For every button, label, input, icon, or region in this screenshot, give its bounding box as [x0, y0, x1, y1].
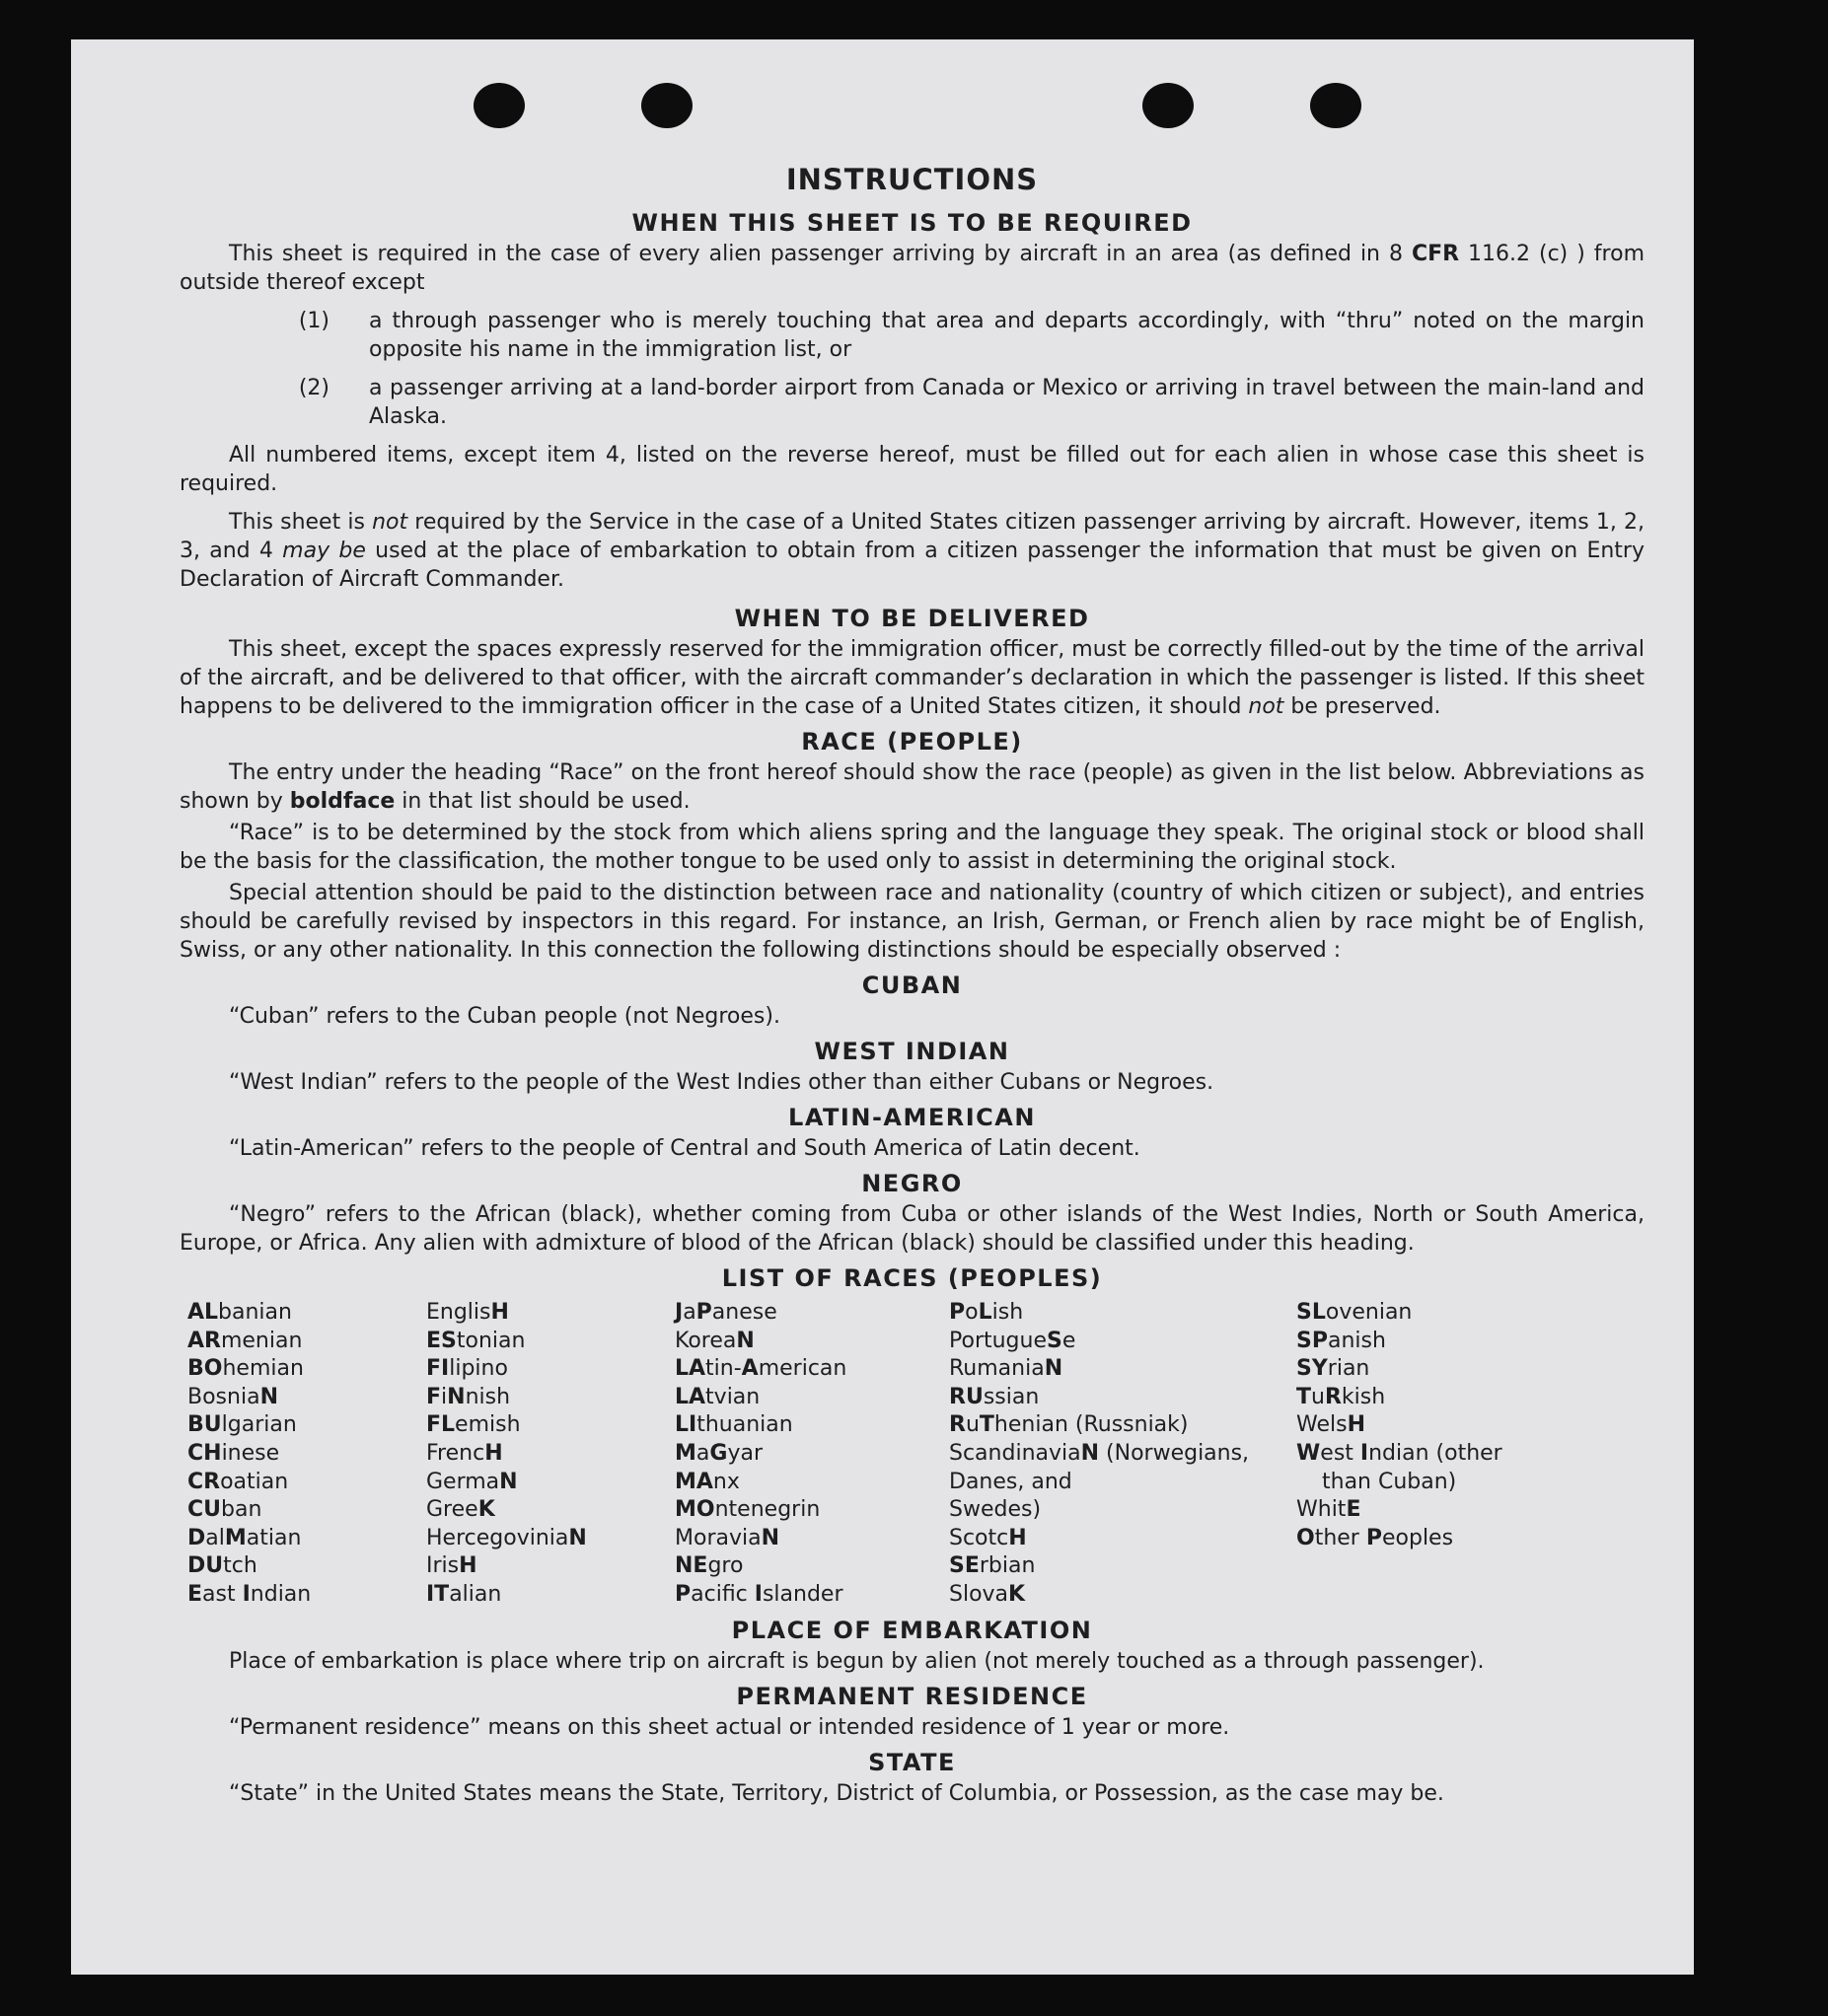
race-entry: East Indian: [187, 1581, 312, 1607]
latin-american-paragraph: “Latin-American” refers to the people of Central and South America of Latin decent.: [229, 1136, 1140, 1161]
residence-paragraph: “Permanent residence” means on this sheet actual or intended residence of 1 year or more.: [229, 1714, 1230, 1740]
race-entry: than Cuban): [1322, 1469, 1457, 1494]
section-heading-place-of-embarkation: PLACE OF EMBARKATION: [731, 1616, 1093, 1644]
race-entry: NEgro: [675, 1553, 744, 1579]
race-entry: SYrian: [1296, 1356, 1370, 1382]
section-heading-permanent-residence: PERMANENT RESIDENCE: [736, 1682, 1088, 1710]
embarkation-paragraph: Place of embarkation is place where trip on aircraft is begun by alien (not merely touched as a through passenger).: [229, 1648, 1485, 1674]
race-entry: Other Peoples: [1296, 1525, 1454, 1550]
race-entry: TuRkish: [1296, 1384, 1386, 1409]
race-entry: BosniaN: [187, 1384, 278, 1409]
race-column: [949, 1299, 1296, 1610]
race-entry: KoreaN: [675, 1328, 755, 1353]
cuban-paragraph: “Cuban” refers to the Cuban people (not Negroes).: [229, 1004, 780, 1029]
race-entry: ScotcH: [949, 1525, 1027, 1550]
citizen-paragraph: This sheet is not required by the Service in the case of a United States citizen passenger arriving by aircraft. However, items 1, 2, 3, and 4 may be used at the place of embarkation to obtain from a citizen passenger the information that must be given on Entry Declaration of Aircraft Commander.: [180, 510, 1645, 592]
race-entry: CUban: [187, 1497, 262, 1523]
document-page: [71, 39, 1694, 1975]
race-entry: FiNnish: [426, 1384, 511, 1409]
race-entry: RUssian: [949, 1384, 1040, 1409]
race-column: [675, 1299, 949, 1610]
race-paragraph: “Race” is to be determined by the stock from which aliens spring and the language they speak. The original stock or blood shall be the basis for the classification, the mother tongue to be used only to assist in determining the original stock.: [180, 821, 1645, 874]
race-entry: ARmenian: [187, 1328, 303, 1353]
race-entry: LAtin-American: [675, 1356, 847, 1382]
race-entry: LIthuanian: [675, 1412, 793, 1438]
race-entry: Swedes): [949, 1497, 1042, 1523]
race-column: [187, 1299, 426, 1610]
page-title: INSTRUCTIONS: [785, 163, 1039, 196]
race-entry: SLovenian: [1296, 1300, 1413, 1325]
race-list: [187, 1299, 1645, 1610]
race-entry: EStonian: [426, 1328, 526, 1353]
race-entry: SErbian: [949, 1553, 1036, 1579]
intro-paragraph: This sheet is required in the case of every alien passenger arriving by aircraft in an area (as defined in 8 CFR 116.2 (c) ) from outside thereof except: [180, 242, 1645, 295]
race-entry: FIlipino: [426, 1356, 508, 1382]
punch-hole: [474, 83, 525, 128]
race-entry: EnglisH: [426, 1300, 509, 1325]
section-heading-race: RACE (PEOPLE): [801, 728, 1023, 756]
race-entry: MaGyar: [675, 1440, 763, 1466]
race-column: [426, 1299, 675, 1610]
section-heading-negro: NEGRO: [861, 1170, 963, 1197]
race-entry: FrencH: [426, 1440, 503, 1466]
race-entry: SPanish: [1296, 1328, 1386, 1353]
delivery-paragraph: This sheet, except the spaces expressly reserved for the immigration officer, must be correctly filled-out by the time of the arrival of the aircraft, and be delivered to that officer, with the aircraft commander’s declaration in which the passenger is listed. If this sheet happens to be delivered to the immigration officer in the case of a United States citizen, it should not be preserved.: [180, 637, 1645, 719]
race-entry: PortugueSe: [949, 1328, 1076, 1353]
race-entry: GreeK: [426, 1497, 495, 1523]
exception-item: (2) a passenger arriving at a land-border airport from Canada or Mexico or arriving in travel between the main-land and Alaska.: [298, 376, 1645, 429]
race-paragraph: Special attention should be paid to the distinction between race and nationality (country of which citizen or subject), and entries should be carefully revised by inspectors in this regard. For instance, an Irish, German, or French alien by race might be of English, Swiss, or any other nationality. In this connection the following distinctions should be especially observed :: [180, 881, 1645, 963]
section-heading-state: STATE: [868, 1748, 956, 1776]
race-entry: ITalian: [426, 1581, 502, 1607]
race-entry: BUlgarian: [187, 1412, 297, 1438]
race-entry: West Indian (other: [1296, 1440, 1502, 1466]
race-entry: BOhemian: [187, 1356, 304, 1382]
section-heading-list-of-races: LIST OF RACES (PEOPLES): [721, 1264, 1103, 1292]
punch-hole: [641, 83, 693, 128]
state-paragraph: “State” in the United States means the State, Territory, District of Columbia, or Possession, as the case may be.: [229, 1780, 1444, 1806]
race-entry: SlovaK: [949, 1581, 1026, 1607]
race-entry: RumaniaN: [949, 1356, 1063, 1382]
race-paragraph: The entry under the heading “Race” on the front hereof should show the race (people) as given in the list below. Abbreviations as shown by boldface in that list should be used.: [180, 760, 1645, 814]
section-heading-latin-american: LATIN-AMERICAN: [788, 1104, 1036, 1131]
instructions-content: [180, 154, 1645, 1818]
exception-item: (1) a through passenger who is merely touching that area and departs accordingly, with “thru” noted on the margin opposite his name in the immigration list, or: [298, 309, 1645, 362]
punch-hole: [1310, 83, 1361, 128]
race-entry: DalMatian: [187, 1525, 302, 1550]
race-entry: ScandinaviaN (Norwegians,: [949, 1440, 1250, 1466]
race-entry: IrisH: [426, 1553, 477, 1579]
race-entry: MAnx: [675, 1469, 740, 1494]
race-entry: ALbanian: [187, 1300, 292, 1325]
race-entry: HercegoviniaN: [426, 1525, 587, 1550]
race-entry: CRoatian: [187, 1469, 289, 1494]
race-entry: WhitE: [1296, 1497, 1361, 1523]
section-heading-cuban: CUBAN: [861, 972, 963, 999]
race-entry: Pacific Islander: [675, 1581, 843, 1607]
race-entry: DUtch: [187, 1553, 257, 1579]
section-heading-when-required: WHEN THIS SHEET IS TO BE REQUIRED: [631, 209, 1193, 237]
punch-hole: [1142, 83, 1194, 128]
race-entry: LAtvian: [675, 1384, 761, 1409]
race-entry: JaPanese: [675, 1300, 777, 1325]
race-entry: GermaN: [426, 1469, 518, 1494]
race-entry: MOntenegrin: [675, 1497, 821, 1523]
race-entry: CHinese: [187, 1440, 280, 1466]
numbered-items-paragraph: All numbered items, except item 4, listed on the reverse hereof, must be filled out for each alien in whose case this sheet is required.: [180, 443, 1645, 496]
race-entry: FLemish: [426, 1412, 521, 1438]
section-heading-when-delivered: WHEN TO BE DELIVERED: [734, 605, 1090, 632]
race-entry: MoraviaN: [675, 1525, 780, 1550]
race-entry: WelsH: [1296, 1412, 1365, 1438]
race-entry: RuThenian (Russniak): [949, 1412, 1189, 1438]
race-column: [1296, 1299, 1553, 1610]
negro-paragraph: “Negro” refers to the African (black), whether coming from Cuba or other islands of the West Indies, North or South America, Europe, or Africa. Any alien with admixture of blood of the African (black) should be classified under this heading.: [180, 1202, 1645, 1256]
race-entry: PoLish: [949, 1300, 1024, 1325]
west-indian-paragraph: “West Indian” refers to the people of the West Indies other than either Cubans or Negroes.: [229, 1070, 1214, 1095]
section-heading-west-indian: WEST INDIAN: [814, 1038, 1010, 1065]
race-entry: Danes, and: [949, 1469, 1072, 1494]
